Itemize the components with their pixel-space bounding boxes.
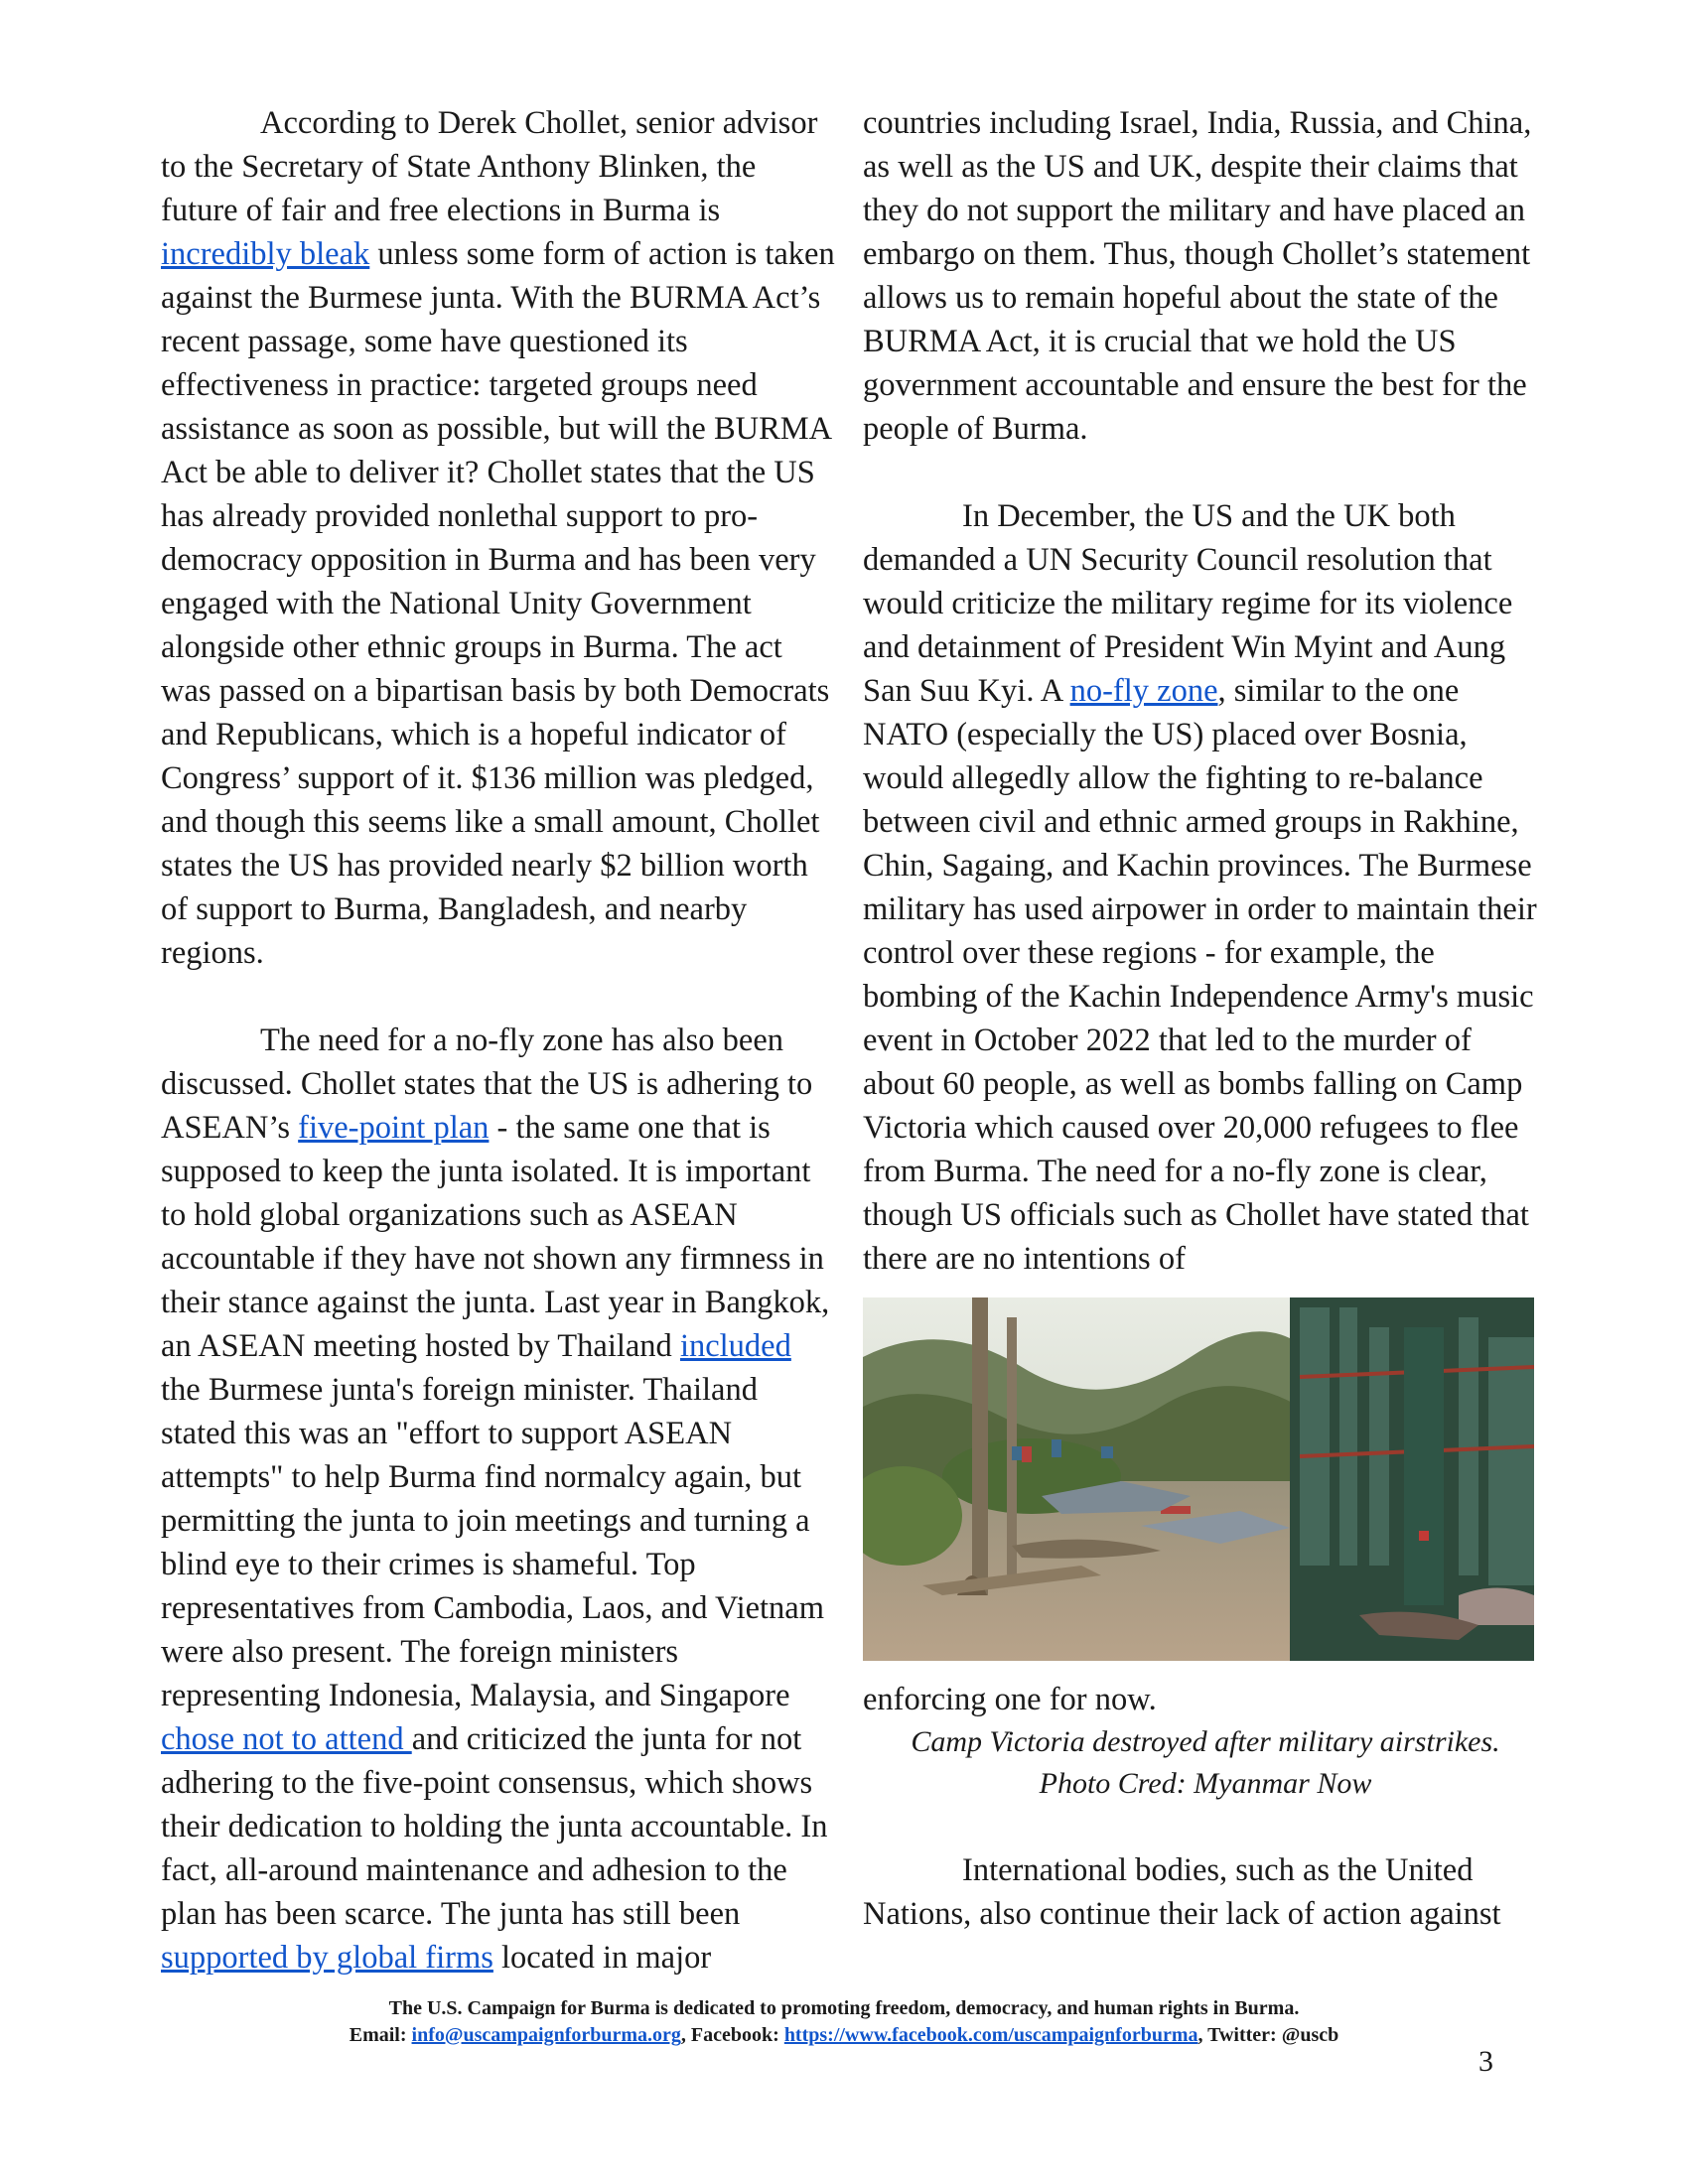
email-link[interactable]: info@uscampaignforburma.org <box>411 2024 681 2046</box>
paragraph: The need for a no-fly zone has also been discussed. Chollet states that the US is adhering to ASEAN’s five-point plan - the same one that is supposed to keep the junta isolated. It is important to hold global organizations such as ASEAN accountable if they have not shown any firmness in their stance against the junta. Last year in Bangkok, an ASEAN meeting hosted by Thailand included the Burmese junta's foreign minister. Thailand stated this was an "effort to support ASEAN attempts" to help Burma find normalcy again, but permitting the junta to join meetings and turning a blind eye to their crimes is shameful. Top representatives from Cambodia, Laos, and Vietnam were also present. The foreign ministers representing Indonesia, Malaysia, and Singapore chose not to attend and criticized the junta for not adhering to the five-point consensus, which shows their dedication to holding the junta accountable. In fact, all-around maintenance and adhesion to the plan has been scarce. The junta has still been supported by global firms located in major <box>161 1023 830 1976</box>
facebook-link[interactable]: https://www.facebook.com/uscampaignforburma <box>783 2024 1198 2046</box>
footer <box>0 1995 1688 2049</box>
five-point-plan-link[interactable]: five-point plan <box>298 1110 490 1146</box>
page-number: 3 <box>1478 2045 1493 2078</box>
right-column <box>863 101 1548 1936</box>
photo-caption: Camp Victoria destroyed after military airstrikes. <box>911 1725 1500 1758</box>
included-link[interactable]: included <box>679 1328 791 1364</box>
paragraph-continuation: enforcing one for now. <box>863 1682 1157 1717</box>
chose-not-to-attend-link[interactable]: chose not to attend <box>161 1721 412 1757</box>
supported-by-global-firms-link[interactable]: supported by global firms <box>161 1940 493 1976</box>
footer-mission: The U.S. Campaign for Burma is dedicated to promoting freedom, democracy, and human rights in Burma. <box>388 1997 1300 2019</box>
camp-victoria-photo <box>863 1297 1534 1661</box>
photo-credit: Photo Cred: Myanmar Now <box>1039 1767 1372 1800</box>
footer-contact: Email: info@uscampaignforburma.org, Facebook: https://www.facebook.com/uscampaignforburma, Twitter: @uscb <box>349 2024 1339 2046</box>
paragraph: International bodies, such as the United Nations, also continue their lack of action against <box>863 1852 1501 1932</box>
incredibly-bleak-link[interactable]: incredibly bleak <box>161 236 370 272</box>
no-fly-zone-link[interactable]: no-fly zone <box>1069 673 1218 709</box>
paragraph: In December, the US and the UK both demanded a UN Security Council resolution that would criticize the military regime for its violence and detainment of President Win Myint and Aung San Suu Kyi. A no-fly zone, similar to the one NATO (especially the US) placed over Bosnia, would allegedly allow the fighting to re-balance between civil and ethnic armed groups in Rakhine, Chin, Sagaing, and Kachin provinces. The Burmese military has used airpower in order to maintain their control over these regions - for example, the bombing of the Kachin Independence Army's music event in October 2022 that led to the murder of about 60 people, as well as bombs falling on Camp Victoria which caused over 20,000 refugees to flee from Burma. The need for a no-fly zone is clear, though US officials such as Chollet have stated that there are no intentions of <box>863 498 1537 1277</box>
left-column <box>161 101 836 1979</box>
paragraph: According to Derek Chollet, senior advisor to the Secretary of State Anthony Blinken, the future of fair and free elections in Burma is incredibly bleak unless some form of action is taken against the Burmese junta. With the BURMA Act’s recent passage, some have questioned its effectiveness in practice: targeted groups need assistance as soon as possible, but will the BURMA Act be able to deliver it? Chollet states that the US has already provided nonlethal support to pro-democracy opposition in Burma and has been very engaged with the National Unity Government alongside other ethnic groups in Burma. The act was passed on a bipartisan basis by both Democrats and Republicans, which is a hopeful indicator of Congress’ support of it. $136 million was pledged, and though this seems like a small amount, Chollet states the US has provided nearly $2 billion worth of support to Burma, Bangladesh, and nearby regions. <box>161 105 835 971</box>
paragraph: countries including Israel, India, Russia, and China, as well as the US and UK, despite their claims that they do not support the military and have placed an embargo on them. Thus, though Chollet’s statement allows us to remain hopeful about the state of the BURMA Act, it is crucial that we hold the US government accountable and ensure the best for the people of Burma. <box>863 105 1532 447</box>
